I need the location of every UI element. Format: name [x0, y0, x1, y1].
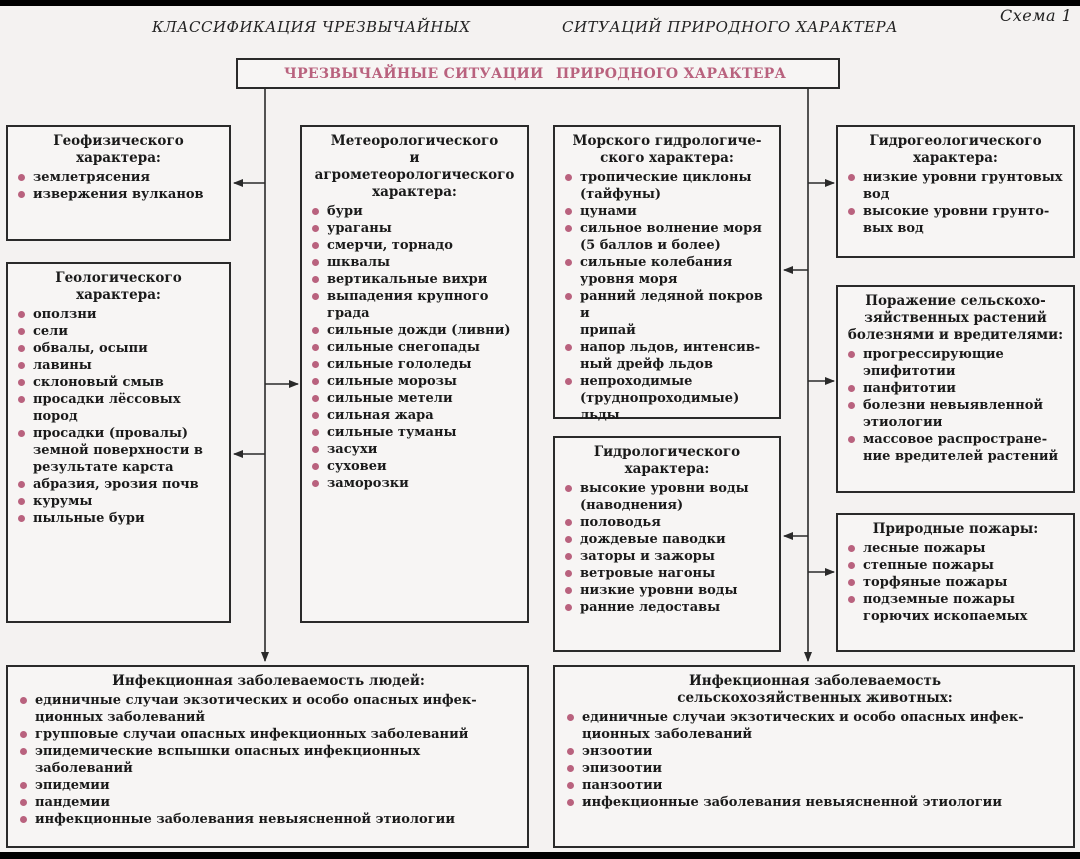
list-item: групповые случаи опасных инфекционных заболеваний [18, 726, 519, 743]
box-title [565, 673, 1065, 707]
list-item: пандемии [18, 794, 519, 811]
box-title-line: Инфекционная заболеваемость людей: [112, 673, 425, 689]
list-item: сильные колебания уровня моря [563, 254, 771, 288]
list-item: прогрессирующие эпифитотии [846, 346, 1065, 380]
box-title-line: и агрометеорологического [314, 150, 515, 183]
box-natural-fires [836, 513, 1075, 652]
list-item: ранний ледяной покров и припай [563, 288, 771, 339]
box-geophysical [6, 125, 231, 241]
box-title [310, 133, 519, 201]
list-item: степные пожары [846, 557, 1065, 574]
box-title-line: характера: [76, 150, 161, 166]
list-item: эпидемические вспышки опасных инфекционных заболеваний [18, 743, 519, 777]
box-title-line: Гидрогеологического [869, 133, 1042, 149]
item-list [563, 480, 771, 616]
list-item: ураганы [310, 220, 519, 237]
scheme-number: Схема 1 [1000, 6, 1073, 25]
list-item: низкие уровни воды [563, 582, 771, 599]
box-hydrological [553, 436, 781, 652]
list-item: просадки лёссовых пород [16, 391, 221, 425]
list-item: сильные дожди (ливни) [310, 322, 519, 339]
list-item: курумы [16, 493, 221, 510]
list-item: массовое распростране- ние вредителей растений [846, 431, 1065, 465]
list-item: тропические циклоны (тайфуны) [563, 169, 771, 203]
list-item: торфяные пожары [846, 574, 1065, 591]
list-item: вертикальные вихри [310, 271, 519, 288]
list-item: лесные пожары [846, 540, 1065, 557]
list-item: заморозки [310, 475, 519, 492]
box-animal-infection [553, 665, 1075, 848]
root-title-part2: ПРИРОДНОГО ХАРАКТЕРА [556, 66, 787, 82]
list-item: низкие уровни грунтовых вод [846, 169, 1065, 203]
list-item: подземные пожары горючих ископаемых [846, 591, 1065, 625]
item-list [846, 169, 1065, 237]
list-item: дождевые паводки [563, 531, 771, 548]
item-list [310, 203, 519, 492]
box-title-line: характера: [372, 184, 457, 200]
list-item: выпадения крупного града [310, 288, 519, 322]
list-item: инфекционные заболевания невыясненной этиологии [18, 811, 519, 828]
item-list [16, 169, 221, 203]
box-title-line: характера: [624, 461, 710, 477]
list-item: болезни невыявленной этиологии [846, 397, 1065, 431]
list-item: пыльные бури [16, 510, 221, 527]
box-title [846, 133, 1065, 167]
list-item: высокие уровни грунто- вых вод [846, 203, 1065, 237]
list-item: просадки (провалы) земной поверхности в результате карста [16, 425, 221, 476]
box-title [846, 293, 1065, 344]
item-list [846, 346, 1065, 465]
root-title-part1: ЧРЕЗВЫЧАЙНЫЕ СИТУАЦИИ [284, 66, 544, 82]
box-title [16, 133, 221, 167]
list-item: засухи [310, 441, 519, 458]
list-item: эпидемии [18, 777, 519, 794]
list-item: абразия, эрозия почв [16, 476, 221, 493]
item-list [18, 692, 519, 828]
list-item: ранние ледоставы [563, 599, 771, 616]
box-meteorological [300, 125, 529, 623]
item-list [846, 540, 1065, 625]
list-item: сильные туманы [310, 424, 519, 441]
box-title-line: Поражение сельскохо- [865, 293, 1046, 309]
box-title-line: Инфекционная заболеваемость [689, 673, 941, 689]
list-item: энзоотии [565, 743, 1065, 760]
list-item: напор льдов, интенсив- ный дрейф льдов [563, 339, 771, 373]
box-title-line: зяйственных растений [864, 310, 1047, 326]
list-item: бури [310, 203, 519, 220]
box-title-line: Геологического [55, 270, 182, 286]
list-item: смерчи, торнадо [310, 237, 519, 254]
box-title-line: болезнями и вредителями: [847, 327, 1064, 343]
list-item: панзоотии [565, 777, 1065, 794]
box-title [846, 521, 1065, 538]
list-item: сильные морозы [310, 373, 519, 390]
list-item: сильные снегопады [310, 339, 519, 356]
list-item: обвалы, осыпи [16, 340, 221, 357]
box-human-infection [6, 665, 529, 848]
list-item: эпизоотии [565, 760, 1065, 777]
item-list [16, 306, 221, 527]
box-title-line: Метеорологического [330, 133, 499, 149]
box-marine-hydrological [553, 125, 781, 423]
box-title-line: Геофизического [53, 133, 184, 149]
box-title-line: Природные пожары: [872, 521, 1039, 537]
header-right: СИТУАЦИЙ ПРИРОДНОГО ХАРАКТЕРА [562, 18, 898, 36]
box-title-line: Морского гидрологиче- [572, 133, 762, 149]
scheme-page [0, 6, 1080, 852]
list-item: оползни [16, 306, 221, 323]
item-list [563, 169, 771, 424]
list-item: извержения вулканов [16, 186, 221, 203]
box-title-line: характера: [913, 150, 998, 166]
list-item: непроходимые (труднопроходимые) льды [563, 373, 771, 424]
list-item: сильные гололеды [310, 356, 519, 373]
box-title-line: характера: [76, 287, 161, 303]
box-title-line: сельскохозяйственных животных: [677, 690, 953, 706]
list-item: инфекционные заболевания невыясненной этиологии [565, 794, 1065, 811]
list-item: высокие уровни воды (наводнения) [563, 480, 771, 514]
box-title [18, 673, 519, 690]
box-title [563, 444, 771, 478]
list-item: сели [16, 323, 221, 340]
list-item: цунами [563, 203, 771, 220]
box-title [563, 133, 771, 167]
list-item: единичные случаи экзотических и особо опасных инфек- ционных заболеваний [18, 692, 519, 726]
header-left: КЛАССИФИКАЦИЯ ЧРЕЗВЫЧАЙНЫХ [152, 18, 471, 36]
list-item: единичные случаи экзотических и особо опасных инфек- ционных заболеваний [565, 709, 1065, 743]
root-box [236, 58, 840, 89]
box-geological [6, 262, 231, 623]
list-item: панфитотии [846, 380, 1065, 397]
list-item: сильное волнение моря (5 баллов и более) [563, 220, 771, 254]
list-item: шквалы [310, 254, 519, 271]
list-item: сильная жара [310, 407, 519, 424]
box-title-line: ского характера: [600, 150, 734, 166]
box-title-line: Гидрологического [593, 444, 741, 460]
box-plant-diseases [836, 285, 1075, 493]
list-item: суховеи [310, 458, 519, 475]
list-item: лавины [16, 357, 221, 374]
list-item: склоновый смыв [16, 374, 221, 391]
box-hydrogeological [836, 125, 1075, 258]
list-item: половодья [563, 514, 771, 531]
box-title [16, 270, 221, 304]
list-item: сильные метели [310, 390, 519, 407]
list-item: заторы и зажоры [563, 548, 771, 565]
list-item: землетрясения [16, 169, 221, 186]
item-list [565, 709, 1065, 811]
list-item: ветровые нагоны [563, 565, 771, 582]
